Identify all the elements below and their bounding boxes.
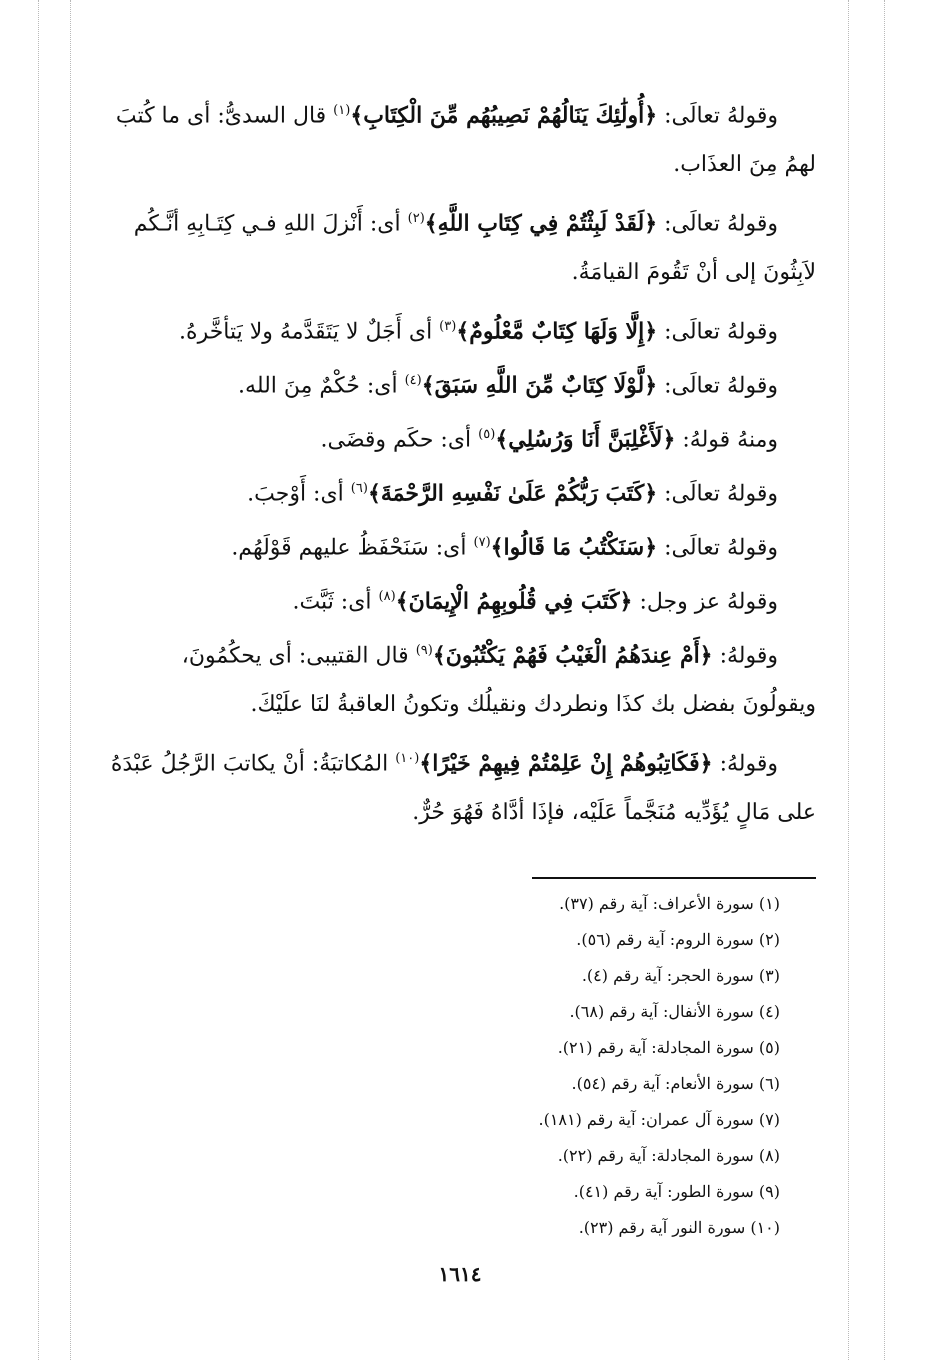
quran-quote: ﴿لَقَدْ لَبِثْتُمْ فِي كِتَابِ اللَّهِ﴾ — [424, 210, 658, 237]
footnote: (١٠) سورة النور آية رقم (٢٣). — [578, 1218, 780, 1237]
quran-quote: ﴿أَمْ عِندَهُمُ الْغَيْبُ فَهُمْ يَكْتُبُونَ﴾ — [432, 642, 713, 669]
footnote: (٢) سورة الروم: آية رقم (٥٦). — [576, 930, 780, 949]
text-line: على مَالٍ يُؤَدِّيه مُنَجَّماً عَلَيْه، فإذَا أدَّاهُ فَهُوَ حُرٌّ. — [412, 800, 816, 825]
quran-quote: ﴿كَتَبَ رَبُّكُمْ عَلَىٰ نَفْسِهِ الرَّحْمَةَ﴾ — [367, 480, 658, 507]
quran-quote: ﴿أُولَٰئِكَ يَنَالُهُمْ نَصِيبُهُم مِّنَ الْكِتَابِ﴾ — [350, 102, 658, 129]
quran-quote: ﴿لَأَغْلِبَنَّ أَنَا وَرُسُلِي﴾ — [495, 426, 676, 453]
footnote: (٥) سورة المجادلة: آية رقم (٢١). — [557, 1038, 780, 1057]
text-line: وقولهُ: ﴿فَكَاتِبُوهُمْ إِنْ عَلِمْتُمْ فِيهِمْ خَيْرًا﴾$^{(١٠)}$ المُكاتبَةُ: أنْ يكاتبَ الرَّجُلُ عَبْدَهُ — [110, 750, 778, 777]
quran-quote: ﴿فَكَاتِبُوهُمْ إِنْ عَلِمْتُمْ فِيهِمْ خَيْرًا﴾ — [419, 750, 713, 777]
footnote-ref: (٥) — [478, 427, 496, 442]
footnote-ref: (٩) — [415, 643, 433, 658]
footnote-ref: (٦) — [350, 481, 368, 496]
footnote-separator — [532, 877, 816, 879]
quran-quote: ﴿كَتَبَ فِي قُلُوبِهِمُ الْإِيمَانَ﴾ — [395, 588, 633, 615]
text-line: لهمُ مِنَ العذَاب. — [673, 152, 816, 177]
text-line: وقولهُ تعالَى: ﴿سَنَكْتُبُ مَا قَالُوا﴾$^{(٧)}$ أى: سَنَحْفَظُ عليهم قَوْلَهُم. — [231, 534, 778, 561]
scan-guide-line — [884, 0, 885, 1360]
main-text — [100, 84, 816, 840]
footnote: (٩) سورة الطور: آية رقم (٤١). — [573, 1182, 780, 1201]
footnote: (٣) سورة الحجر: آية رقم (٤). — [581, 966, 780, 985]
footnote: (١) سورة الأعراف: آية رقم (٣٧). — [559, 894, 780, 913]
scan-guide-line — [38, 0, 39, 1360]
footnote-ref: (٤) — [404, 373, 422, 388]
page-number: ١٦١٤ — [438, 1262, 482, 1286]
scan-guide-line — [70, 0, 71, 1360]
text-line: وقولهُ تعالَى: ﴿كَتَبَ رَبُّكُمْ عَلَىٰ نَفْسِهِ الرَّحْمَةَ﴾$^{(٦)}$ أى: أَوْجبَ. — [247, 480, 778, 507]
footnote-ref: (٢) — [407, 211, 425, 226]
scan-guide-line — [848, 0, 849, 1360]
text-line: وقولهُ: ﴿أَمْ عِندَهُمُ الْغَيْبُ فَهُمْ يَكْتُبُونَ﴾$^{(٩)}$ قال القتيبى: أى يحكُمُونَ، — [181, 642, 778, 669]
quran-quote: ﴿سَنَكْتُبُ مَا قَالُوا﴾ — [490, 534, 658, 561]
footnotes — [360, 886, 780, 1246]
text-line: وقولهُ تعالَى: ﴿لَّوْلَا كِتَابٌ مِّنَ اللَّهِ سَبَقَ﴾$^{(٤)}$ أى: حُكْمٌ مِنَ الله. — [238, 372, 778, 399]
footnote: (٤) سورة الأنفال: آية رقم (٦٨). — [569, 1002, 780, 1021]
quran-quote: ﴿إِلَّا وَلَهَا كِتَابٌ مَّعْلُومٌ﴾ — [456, 318, 658, 345]
text-line: ومنهُ قولهُ: ﴿لَأَغْلِبَنَّ أَنَا وَرُسُلِي﴾$^{(٥)}$ أى: حكَم وقضَى. — [320, 426, 778, 453]
footnote: (٦) سورة الأنعام: آية رقم (٥٤). — [571, 1074, 780, 1093]
quran-quote: ﴿لَّوْلَا كِتَابٌ مِّنَ اللَّهِ سَبَقَ﴾ — [421, 372, 658, 399]
text-line: لاَبِثُونَ إلى أنْ تَقُومَ القيامَةُ. — [571, 260, 816, 285]
footnote-ref: (١) — [333, 103, 351, 118]
text-line: وقولهُ عز وجل: ﴿كَتَبَ فِي قُلُوبِهِمُ الْإِيمَانَ﴾$^{(٨)}$ أى: ثَبَّتَ. — [292, 588, 778, 615]
text-line: ويقولُونَ بفضل بك كذَا ونطردك ونقيلُك وتكونُ العاقبةُ لنَا علَيْكَ. — [250, 692, 816, 717]
footnote-ref: (٨) — [378, 589, 396, 604]
footnote-ref: (٣) — [439, 319, 457, 334]
footnote: (٨) سورة المجادلة: آية رقم (٢٢). — [557, 1146, 780, 1165]
text-line: وقولهُ تعالَى: ﴿أُولَٰئِكَ يَنَالُهُمْ نَصِيبُهُم مِّنَ الْكِتَابِ﴾$^{(١)}$ قال السدىُّ: أى ما كُتبَ — [115, 102, 778, 129]
footnote-ref: (٧) — [473, 535, 491, 550]
footnote-ref: (١٠) — [395, 751, 420, 766]
footnote: (٧) سورة آل عمران: آية رقم (١٨١). — [538, 1110, 780, 1129]
text-line: وقولهُ تعالَى: ﴿لَقَدْ لَبِثْتُمْ فِي كِتَابِ اللَّهِ﴾$^{(٢)}$ أى: أَنْزلَ اللهِ فـي كِتَـابِهِ أنَّـكُم — [133, 210, 778, 237]
text-line: وقولهُ تعالَى: ﴿إِلَّا وَلَهَا كِتَابٌ مَّعْلُومٌ﴾$^{(٣)}$ أى أَجَلٌ لا يَتَقَدَّمهُ ولا يَتأخَّرهُ. — [179, 318, 778, 345]
